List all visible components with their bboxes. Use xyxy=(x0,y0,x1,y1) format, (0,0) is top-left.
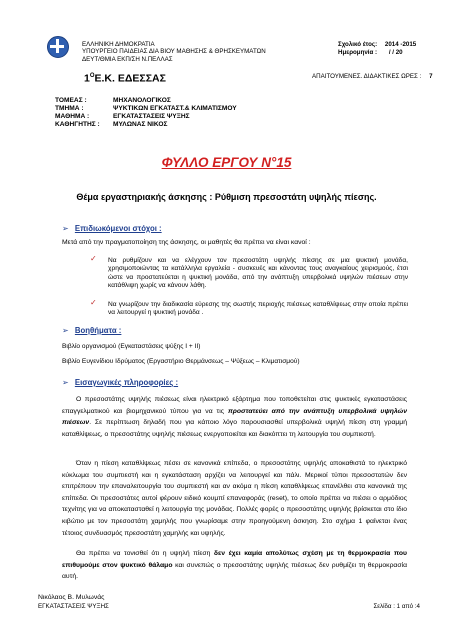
arrow-icon: ➢ xyxy=(62,224,69,233)
info-row xyxy=(55,105,315,113)
ministry-line: ΕΛΛΗΝΙΚΗ ΔΗΜΟΚΡΑΤΙΑ xyxy=(82,41,155,48)
ministry-line: ΔΕΥΤ/ΘΜΙΑ ΕΚΠ/ΣΗ Ν.ΠΕΛΛΑΣ xyxy=(82,55,173,63)
arrow-icon: ➢ xyxy=(62,326,69,335)
school-sup: Ο xyxy=(89,73,95,79)
objectives-heading-row xyxy=(62,224,162,234)
school-year-label: Σχολικό έτος: xyxy=(338,41,378,48)
arrow-icon: ➢ xyxy=(62,378,69,387)
aid-item: Βιβλίο οργανισμού (Εγκαταστάσεις ψύξης Ι + ΙΙ) xyxy=(62,343,201,350)
date-row xyxy=(338,49,448,56)
info-value: ΨΥΚΤΙΚΩΝ ΕΓΚΑΤΑΣΤ.& ΚΛΙΜΑΤΙΣΜΟΥ xyxy=(113,105,237,112)
info-value: ΕΓΚΑΤΑΣΤΑΣΕΙΣ ΨΥΞΗΣ xyxy=(113,113,190,120)
date-value: / / 20 xyxy=(388,49,403,56)
page-number: Σελίδα : 1 από :4 xyxy=(373,603,420,610)
sheet-title: ΦΥΛΛΟ ΕΡΓΟΥ Ν°15 xyxy=(161,155,292,170)
required-hours xyxy=(312,73,452,80)
info-row xyxy=(55,113,315,121)
info-label: ΤΜΗΜΑ : xyxy=(55,105,84,112)
school-name: $1^OE.K$. ΕΔΕΣΣΑΣ xyxy=(84,72,166,85)
info-value: ΜΗΧΑΝΟΛΟΓΙΚΟΣ xyxy=(113,97,171,104)
school-year-value: 2014 -2015 xyxy=(384,41,417,48)
intro-heading: Εισαγωγικές πληροφορίες : xyxy=(74,378,179,387)
check-icon: ✓ xyxy=(90,254,97,263)
check-icon: ✓ xyxy=(90,298,97,307)
objectives-intro: Μετά από την πραγματοποίηση της άσκησης, οι μαθητές θα πρέπει να είναι κανοί : xyxy=(62,239,311,246)
info-label: ΚΑΘΗΓΗΤΗΣ : xyxy=(55,121,100,128)
objective-item: Να ρυθμίζουν και να ελέγχουν τον πρεσοστάτη υψηλής πίεσης σε μια ψυκτική μονάδα, χρησιμοποιώντας τα κατάλληλα εργαλεία - συσκευές και κάνοντας τους αναγκαίους χειρισμούς, έτσι ώστε να προστατεύεται η ψυκτική μονάδα, από την ανάπτυξη υπερβολικά υψηλών πιέσεων στην κατάθλιψη χωρίς να κάνουν λάθη. xyxy=(108,257,408,290)
info-label: ΜΑΘΗΜΑ : xyxy=(55,113,90,120)
school-name-text: Ε.Κ. ΕΔΕΣΣΑΣ xyxy=(94,72,166,85)
info-table xyxy=(55,97,315,129)
exercise-topic: Θέμα εργαστηριακής άσκησης : Ρύθμιση πρεσοστάτη υψηλής πίεσης. xyxy=(76,192,377,202)
info-value: ΜΥΛΩΝΑΣ ΝΙΚΟΣ xyxy=(113,121,168,128)
objectives-heading: Επιδιωκόμενοι στόχοι : xyxy=(74,224,162,233)
info-row xyxy=(55,121,315,129)
info-row xyxy=(55,97,315,105)
intro-paragraph-1: Ο πρεσοστάτης υψηλής πιέσεως είναι ηλεκτρικό εξάρτημα που τοποθετείται στις ψυκτικές εγκαταστάσεις επαγγελματικού και βιομηχανικού τύπου για να τις προστατεύει από την ανάπτυξη υπερβολικά υψηλών πιέσεων. Σε περίπτωση δηλαδή που για κάποιο λόγο παρουσιασθεί υπερβολικά υψηλή πίεση στη γραμμή καταθλίψεως, ο πρεσοστάτης υψηλής πιέσεως ενεργοποιείται και διακόπτει τη λειτουργία του συμπιεστή. xyxy=(62,396,407,438)
hours-value: 7 xyxy=(429,73,433,80)
aids-heading-row xyxy=(62,326,121,336)
aids-heading: Βοηθήματα : xyxy=(74,326,122,335)
aids-list xyxy=(62,339,402,369)
footer-author: Νικόλαος Β. Μυλωνάς xyxy=(38,594,105,601)
footer-course: ΕΓΚΑΤΑΣΤΑΣΕΙΣ ΨΥΞΗΣ xyxy=(38,603,109,610)
intro-paragraph-3: Θα πρέπει να τονισθεί ότι η υψηλή πίεση δεν έχει καμία απολύτως σχέση με τη θερμοκρασία που επιθυμούμε στον ψυκτικό θάλαμο και συνεπώς ο πρεσοστάτης υψηλής πιέσεως δεν ρυθμίζει τη θερμοκρασία αυτή. xyxy=(62,550,408,581)
school-year xyxy=(338,41,448,48)
intro-heading-row xyxy=(62,378,178,388)
ministry-block xyxy=(82,41,282,63)
objective-item: Να γνωρίζουν την διαδικασία εύρεσης της σωστής περιοχής πιέσεως καταθλίψεως στην οποία πρέπει να λειτουργεί η ψυκτική μονάδα . xyxy=(108,301,408,317)
intro-paragraph-2: Όταν η πίεση καταθλίψεως πέσει σε κανονικά επίπεδα, ο πρεσοστάτης υψηλής αποκαθιστά το ηλεκτρικό κύκλωμα του συμπιεστή και η εγκατάσταση αρχίζει να λειτουργεί και πάλι. Μερικοί τύποι πρεσοστατών δεν επιτρέπουν την επαναλειτουργία του συμπιεστή και αν ακόμα η πίεση καταθλίψεως επανέλθει στα κανονικά της επίπεδα. Οι πρεσοστάτες αυτοί φέρουν ειδικό κουμπί επαναφοράς (reset), το οποίο πρέπει να πιέσει ο αρμόδιος τεχνίτης για να αποκατασταθεί η λειτουργία της μονάδας. Πολλές φορές ο πρεσοστάτης υψηλής βρίσκεται στο ίδιο κιβώτιο με τον πρεσοστάτη χαμηλής που γνωρίσαμε στην προηγούμενη άσκηση. Στο σχήμα 1 φαίνεται ένας τέτοιος συνδυασμός πρεσοστάτη χαμηλής και υψηλής. xyxy=(62,460,407,537)
date-label: Ημερομηνία : xyxy=(338,49,378,56)
emphasis: προστατεύει από την ανάπτυξη υπερβολικά υψηλών πιέσεων xyxy=(62,407,407,427)
hours-label: ΑΠΑΙΤΟΥΜΕΝΕΣ. ΔΙΔΑΚΤΙΚΕΣ ΩΡΕΣ : xyxy=(312,73,422,80)
info-label: ΤΟΜΕΑΣ : xyxy=(55,97,87,104)
greek-emblem xyxy=(47,36,69,58)
aid-item: Βιβλίο Ευγενίδιου Ιδρύματος (Εργαστήριο Θερμάνσεως – Ψύξεως – Κλιματισμού) xyxy=(62,358,300,365)
ministry-line: ΥΠΟΥΡΓΕΙΟ ΠΑΙΔΕΙΑΣ ΔΙΑ ΒΙΟΥ ΜΑΘΗΣΗΣ & ΘΡΗΣΚΕΥΜΑΤΩΝ xyxy=(82,48,266,56)
emphasis: δεν έχει καμία απολύτως σχέση με τη θερμοκρασία που επιθυμούμε στον ψυκτικό θάλαμο xyxy=(62,550,407,569)
